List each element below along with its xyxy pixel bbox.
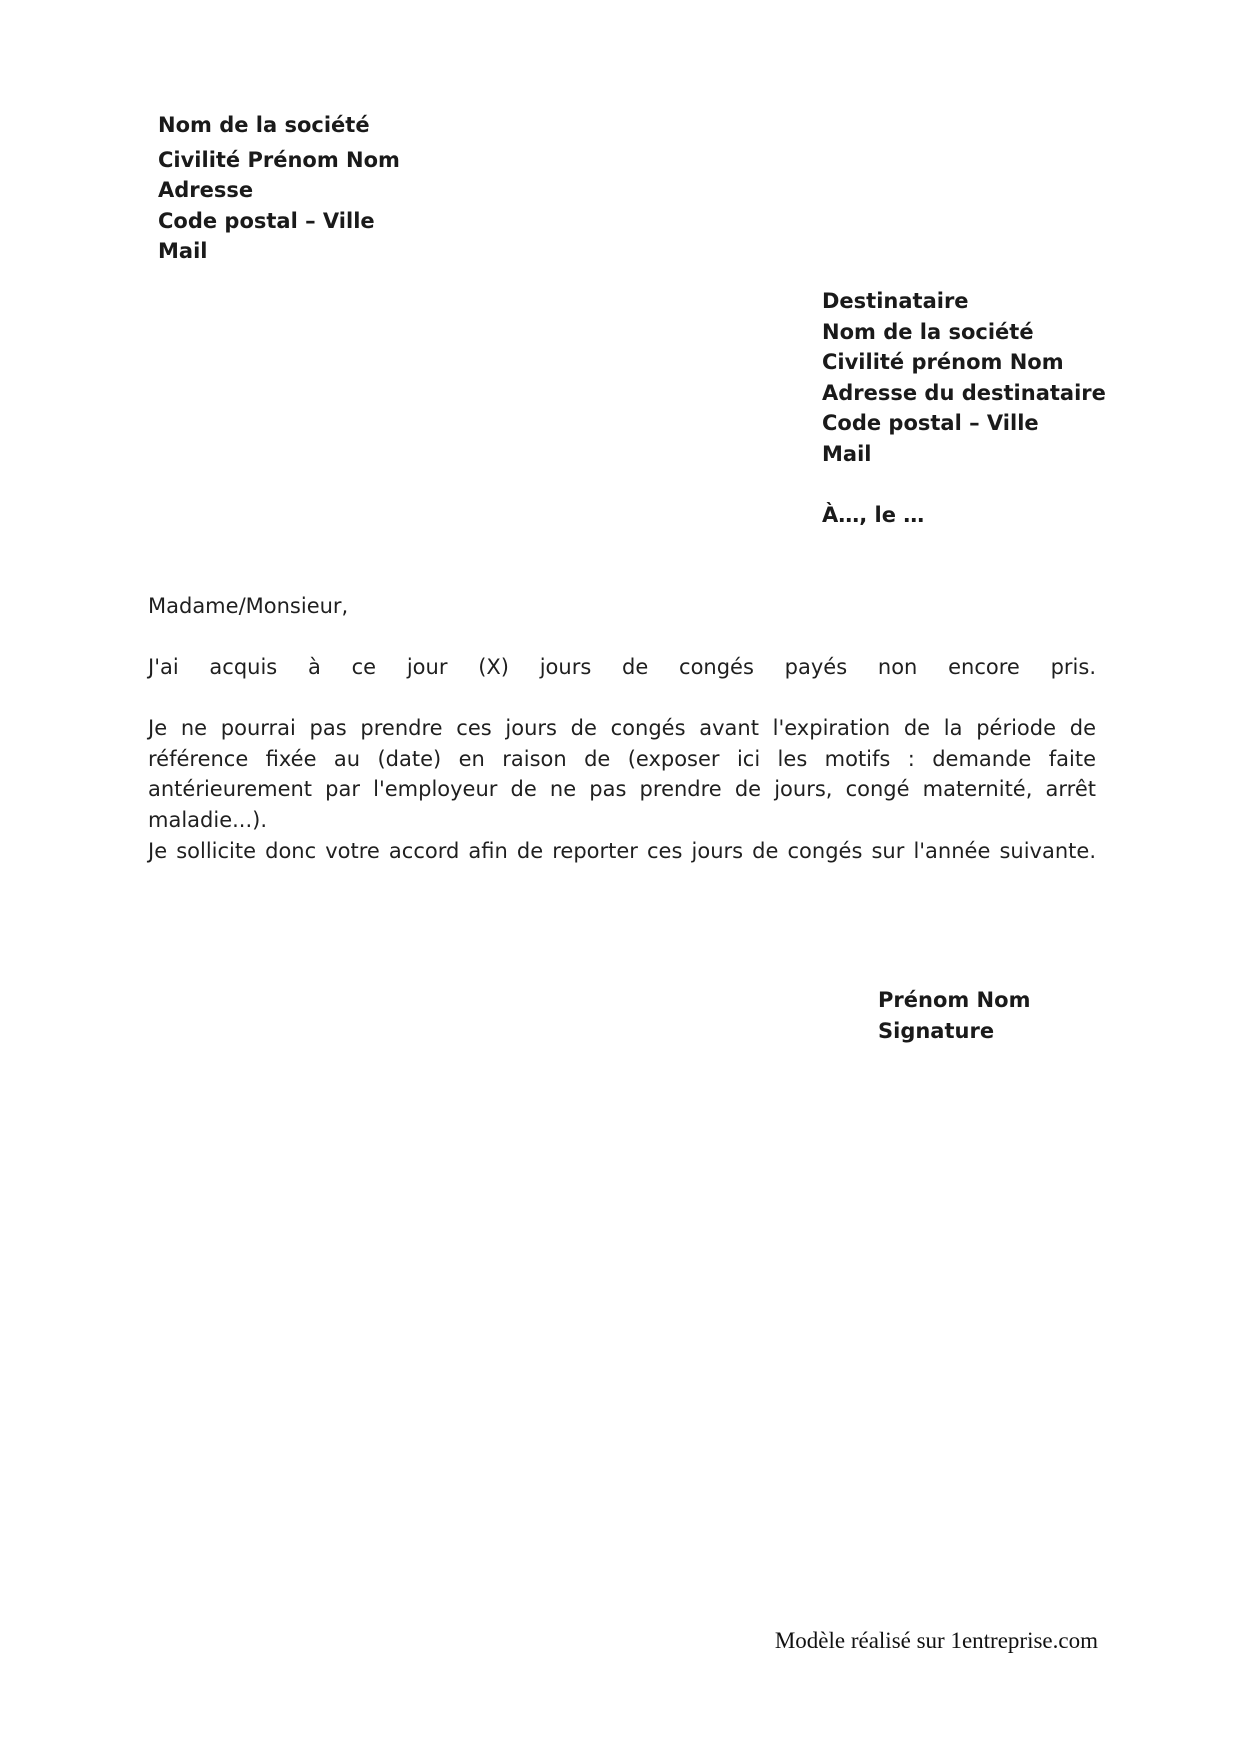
- sender-postal-city: Code postal – Ville: [158, 208, 375, 233]
- signature-block: [878, 985, 1030, 1046]
- signature-label: Signature: [878, 1018, 995, 1043]
- sender-mail: Mail: [158, 239, 208, 264]
- paragraph-acquired-days: J'ai acquis à ce jour (X) jours de congés payés non encore pris.: [148, 655, 1096, 679]
- sender-address: Adresse: [158, 178, 254, 203]
- paragraph-reasons: Je ne pourrai pas prendre ces jours de congés avant l'expiration de la période de référence fixée au (date) en raison de (exposer ici les motifs : demande faite antérieurement par l'employeur de ne pas prendre de jours, congé maternité, arrêt maladie...).: [148, 716, 1096, 832]
- footer-credit: Modèle réalisé sur 1entreprise.com: [774, 1628, 1098, 1653]
- paragraph-request: Je sollicite donc votre accord afin de reporter ces jours de congés sur l'année suivante.: [148, 839, 1096, 863]
- recipient-mail: Mail: [822, 441, 872, 466]
- signature-name: Prénom Nom: [878, 988, 1031, 1012]
- recipient-company: Nom de la société: [822, 319, 1034, 344]
- recipient-name: Civilité prénom Nom: [822, 350, 1064, 375]
- salutation: Madame/Monsieur,: [148, 594, 349, 618]
- place-date: [822, 500, 924, 531]
- sender-company: Nom de la société: [158, 113, 370, 137]
- sender-block: [158, 110, 400, 267]
- recipient-block: [822, 286, 1106, 470]
- recipient-address: Adresse du destinataire: [822, 380, 1106, 405]
- recipient-postal-city: Code postal – Ville: [822, 411, 1039, 436]
- place-date-text: À…, le …: [822, 503, 925, 527]
- sender-name: Civilité Prénom Nom: [158, 147, 400, 172]
- recipient-heading: Destinataire: [822, 289, 969, 313]
